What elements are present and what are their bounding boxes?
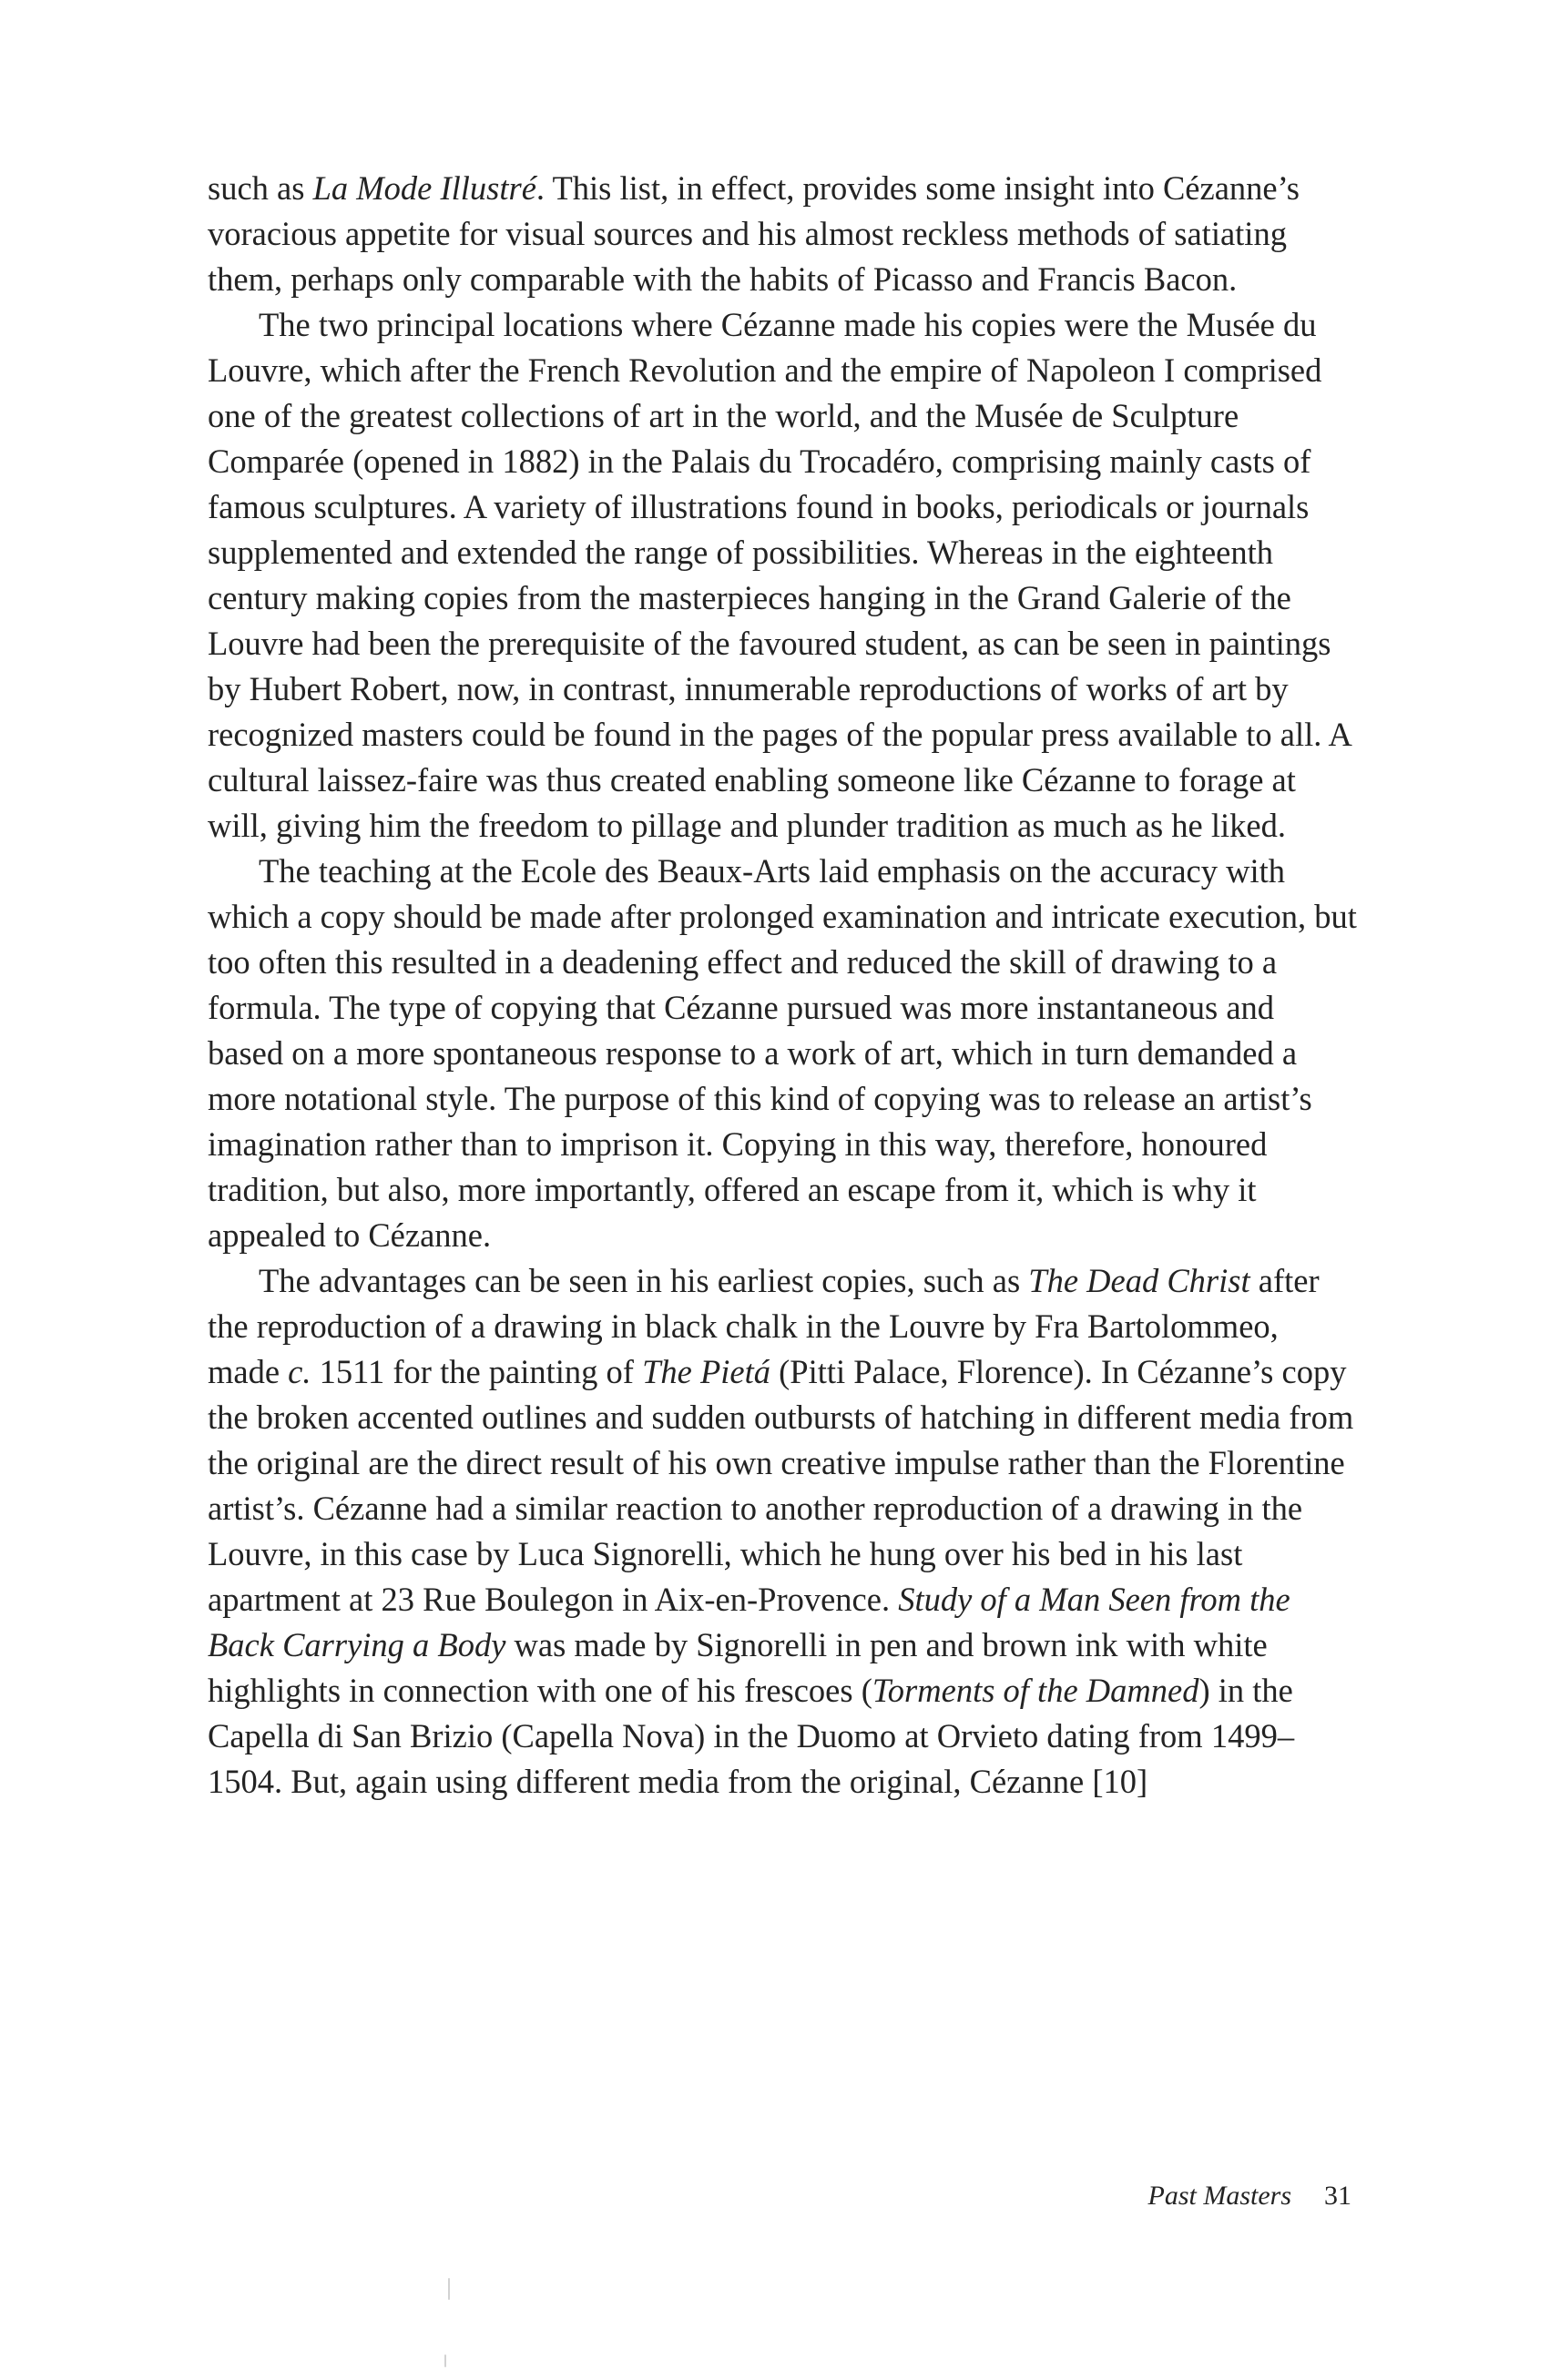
running-title: Past Masters xyxy=(1147,2181,1291,2211)
italic-text-segment: La Mode Illustré xyxy=(312,169,536,207)
italic-text-segment: c. xyxy=(288,1353,311,1390)
body-paragraph xyxy=(208,302,1357,849)
text-segment: such as xyxy=(208,169,313,207)
body-text xyxy=(208,166,1357,1805)
text-segment: 1511 for the painting of xyxy=(311,1353,643,1390)
italic-text-segment: The Dead Christ xyxy=(1028,1262,1250,1299)
italic-text-segment: Torments of the Damned xyxy=(872,1672,1199,1709)
page-footer xyxy=(1148,2178,1352,2214)
body-paragraph xyxy=(208,166,1357,302)
text-segment: The teaching at the Ecole des Beaux-Arts laid emphasis on the accuracy with which a copy should be made after prolonged examination and intricate execution, but too often this resulted in a deadening effect and reduced the skill of drawing to a formula. The type of copying that Cézanne pursued was more instantaneous and based on a more spontaneous response to a work of art, which in turn demanded a more notational style. The purpose of this kind of copying was to release an artist’s imagination rather than to imprison it. Copying in this way, therefore, honoured tradition, but also, more importantly, offered an escape from it, which is why it appealed to Cézanne. xyxy=(208,852,1357,1254)
scan-artifact-mark xyxy=(448,2278,450,2300)
page-number: 31 xyxy=(1324,2181,1351,2211)
text-segment: . This list, in effect, provides some insight into Cézanne’s voracious appetite for visual sources and his almost reckless methods of satiating them, perhaps only comparable with the habits of Picasso and Francis Bacon. xyxy=(208,169,1300,298)
text-segment: The advantages can be seen in his earliest copies, such as xyxy=(259,1262,1029,1299)
text-segment: was made by Signorelli in pen and brown ink with white highlights in connection with one of his frescoes ( xyxy=(208,1626,1268,1709)
scan-artifact-mark xyxy=(444,2355,446,2367)
text-segment: after the reproduction of a drawing in black chalk in the Louvre by Fra Bartolommeo, made xyxy=(208,1262,1320,1390)
text-segment: (Pitti Palace, Florence). In Cézanne’s copy the broken accented outlines and sudden outbursts of hatching in different media from the original are the direct result of his own creative impulse rather than the Florentine artist’s. Cézanne had a similar reaction to another reproduction of a drawing in the Louvre, in this case by Luca Signorelli, which he hung over his bed in his last apartment at 23 Rue Boulegon in Aix-en-Provence. xyxy=(208,1353,1354,1618)
text-segment: ) in the Capella di San Brizio (Capella Nova) in the Duomo at Orvieto dating from 1499–1504. But, again using different media from the original, Cézanne [10] xyxy=(208,1672,1295,1800)
text-segment: The two principal locations where Cézanne made his copies were the Musée du Louvre, which after the French Revolution and the empire of Napoleon I comprised one of the greatest collections of art in the world, and the Musée de Sculpture Comparée (opened in 1882) in the Palais du Trocadéro, comprising mainly casts of famous sculptures. A variety of illustrations found in books, periodicals or journals supplemented and extended the range of possibilities. Whereas in the eighteenth century making copies from the masterpieces hanging in the Grand Galerie of the Louvre had been the prerequisite of the favoured student, as can be seen in paintings by Hubert Robert, now, in contrast, innumerable reproductions of works of art by recognized masters could be found in the pages of the popular press available to all. A cultural laissez-faire was thus created enabling someone like Cézanne to forage at will, giving him the freedom to pillage and plunder tradition as much as he liked. xyxy=(208,306,1351,844)
body-paragraph xyxy=(208,1258,1357,1805)
italic-text-segment: Study of a Man Seen from the Back Carrying a Body xyxy=(208,1581,1290,1663)
body-paragraph xyxy=(208,849,1357,1258)
italic-text-segment: The Pietá xyxy=(642,1353,770,1390)
